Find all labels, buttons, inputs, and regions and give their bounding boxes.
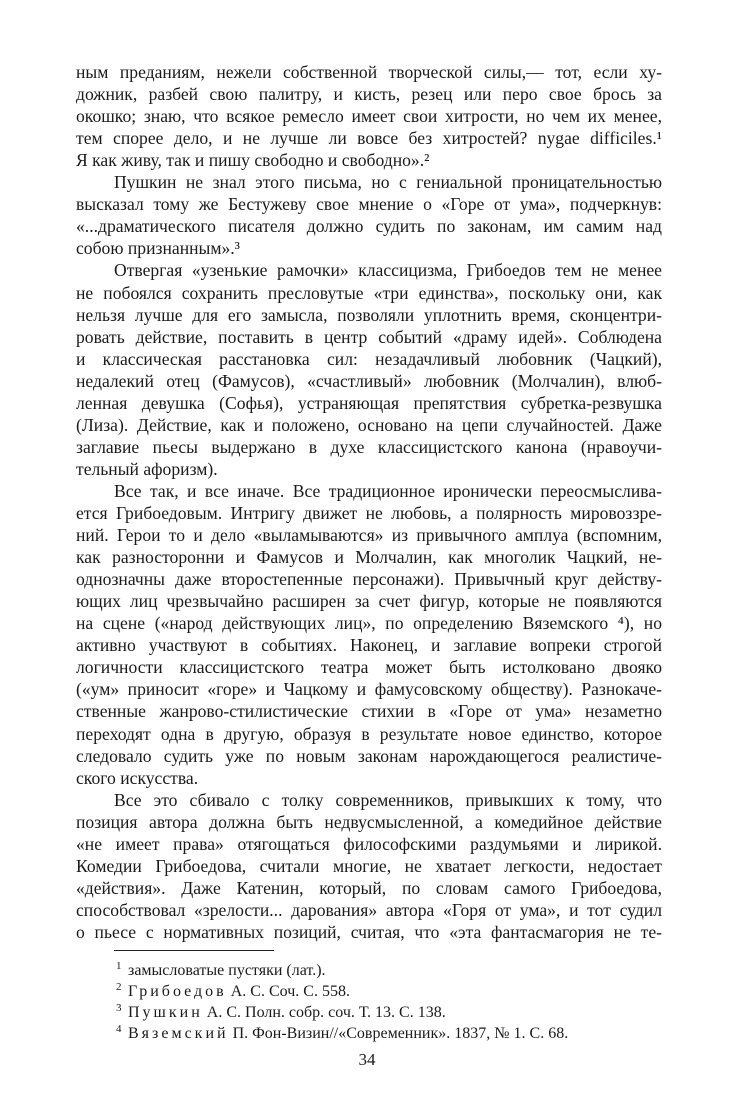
- text-line: нельзя лучше для его замысла, позволяли уплотнить время, сконцентри-: [76, 304, 662, 325]
- footnote-text: замысловатые пустяки (лат.).: [128, 962, 326, 979]
- text-line: Отвергая «узенькие рамочки» классицизма, Грибоедов тем не менее: [114, 260, 662, 281]
- text-line: Комедии Грибоедова, считали многие, не хватает легкости, недостает: [76, 855, 662, 876]
- text-line: высказал тому же Бестужеву свое мнение о «Горе от ума», подчеркнув:: [76, 194, 662, 215]
- text-line: логичности классицистского театра может быть истолковано двояко: [76, 657, 662, 678]
- footnote-text: П. Фон-Визин//«Современник». 1837, № 1. С. 68.: [228, 1025, 569, 1042]
- text-line: «не имеет права» отягощаться философскими раздумьями и лирикой.: [76, 833, 662, 854]
- text-line: Все так, и все иначе. Все традиционное иронически переосмыслива-: [114, 480, 662, 501]
- text-line: тем спорее дело, и не лучше ли вовсе без хитростей? nygae difficiles.¹: [76, 128, 662, 149]
- footnote-number: 2: [116, 981, 122, 993]
- text-line: заглавие пьесы выдержано в духе классицистского канона (нравоучи-: [76, 436, 662, 457]
- footnote-text: А. С. Соч. С. 558.: [226, 983, 350, 1000]
- text-line: однозначны даже второстепенные персонажи). Привычный круг действу-: [76, 569, 662, 590]
- footnote-number: 4: [116, 1023, 122, 1035]
- text-line: ровать действие, поставить в центр событий «драму идей». Соблюдена: [76, 326, 662, 347]
- text-line: собою признанным».³: [76, 238, 240, 259]
- footnote-author: Вяземский: [128, 1025, 229, 1042]
- text-line: «...драматического писателя должно судить по законам, им самим над: [76, 216, 662, 237]
- text-line: ственные жанрово-стилистические стихии в «Горе от ума» незаметно: [76, 701, 662, 722]
- text-line: «действия». Даже Катенин, который, по словам самого Грибоедова,: [76, 877, 662, 898]
- text-line: ний. Герои то и дело «выламываются» из привычного амплуа (вспомним,: [76, 525, 662, 546]
- footnote: [116, 978, 350, 1000]
- text-line: как разносторонни и Фамусов и Молчалин, как многолик Чацкий, не-: [76, 547, 662, 568]
- text-line: (Лиза). Действие, как и положено, основано на цепи случайностей. Даже: [76, 414, 662, 435]
- text-line: ным преданиям, нежели собственной творческой силы,— тот, если ху-: [76, 62, 662, 82]
- text-line: переходят одна в другую, образуя в результате новое единство, которое: [76, 723, 662, 744]
- footnote-divider: [114, 950, 274, 951]
- text-line: Пушкин не знал этого письма, но с гениальной проницательностью: [114, 172, 662, 193]
- text-line: следовало судить уже по новым законам нарождающегося реалистиче-: [76, 745, 662, 766]
- text-line: на сцене («народ действующих лиц», по определению Вяземского ⁴), но: [76, 613, 662, 634]
- text-line: и классическая расстановка сил: незадачливый любовник (Чацкий),: [76, 348, 662, 369]
- text-line: («ум» приносит «горе» и Чацкому и фамусовскому обществу). Разнокаче-: [76, 679, 662, 700]
- footnote-number: 3: [116, 1002, 122, 1014]
- footnote: [116, 999, 446, 1021]
- text-line: ющих лиц чрезвычайно расширен за счет фигур, которые не появляются: [76, 591, 662, 612]
- footnote: [116, 1020, 569, 1042]
- text-line: ленная девушка (Софья), устраняющая препятствия субретка-резвушка: [76, 392, 662, 413]
- footnote-text: А. С. Полн. собр. соч. Т. 13. С. 138.: [202, 1004, 446, 1021]
- text-line: ется Грибоедовым. Интригу движет не любовь, а полярность мировоззре-: [76, 503, 662, 523]
- text-line: активно участвуют в событиях. Наконец, и заглавие вопреки строгой: [76, 635, 662, 656]
- text-line: способствовал «зрелости... дарования» автора «Горя от ума», и тот судил: [76, 899, 662, 920]
- text-line: окошко; знаю, что всякое ремесло имеет свои хитрости, но чем их менее,: [76, 106, 662, 127]
- text-line: не побоялся сохранить пресловутые «три единства», поскольку они, как: [76, 282, 662, 303]
- text-line: тельный афоризм).: [76, 458, 218, 479]
- text-line: позиция автора должна быть недвусмысленной, а комедийное действие: [76, 811, 662, 832]
- text-line: недалекий отец (Фамусов), «счастливый» любовник (Молчалин), влюб-: [76, 370, 662, 391]
- footnote-author: Грибоедов: [128, 983, 227, 1000]
- footnote: [116, 957, 326, 979]
- text-line: дожник, разбей свою палитру, и кисть, резец или перо свое брось за: [76, 84, 662, 105]
- footnote-author: Пушкин: [128, 1004, 203, 1021]
- page-number: 34: [358, 1050, 376, 1069]
- text-line: Все это сбивало с толку современников, привыкших к тому, что: [114, 789, 662, 810]
- text-line: о пьесе с нормативных позиций, считая, что «эта фантасмагория не те-: [76, 921, 662, 942]
- text-line: Я как живу, так и пишу свободно и свободно».²: [76, 150, 430, 171]
- footnote-number: 1: [116, 960, 122, 972]
- text-line: ского искусства.: [76, 767, 199, 788]
